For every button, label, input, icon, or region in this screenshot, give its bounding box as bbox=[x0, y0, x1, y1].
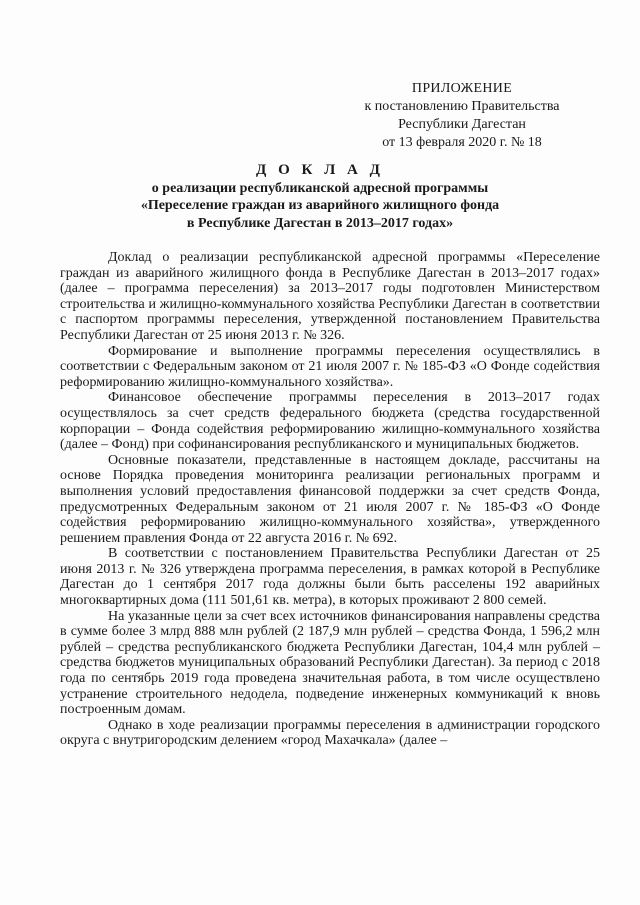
report-subtitle-line-2: «Переселение граждан из аварийного жилищного фонда bbox=[140, 198, 500, 213]
appendix-block bbox=[342, 80, 582, 152]
report-body bbox=[60, 250, 600, 749]
paragraph: Основные показатели, представленные в настоящем докладе, рассчитаны на основе Порядка проведения мониторинга реализации региональных программ и выполнения условий предоставления финансовой поддержки за счет средств Фонда, предусмотренных Федеральным законом от 21 июля 2007 г. № 185-ФЗ «О Фонде содействия реформированию жилищно-коммунального хозяйства», утвержденного решением правления Фонда от 22 августа 2016 г. № 692. bbox=[60, 452, 600, 546]
paragraph: В соответствии с постановлением Правительства Республики Дагестан от 25 июня 2013 г. № 326 утверждена программа переселения, в рамках которой в Республике Дагестан до 1 сентября 2017 года должны были быть расселены 192 аварийных многоквартирных дома (111 501,61 кв. метра), в которых проживают 2 800 семей. bbox=[60, 546, 600, 609]
appendix-line-3: от 13 февраля 2020 г. № 18 bbox=[382, 135, 542, 150]
report-heading: Д О К Л А Д bbox=[256, 162, 384, 178]
appendix-line-1: к постановлению Правительства bbox=[364, 99, 560, 114]
report-subtitle-line-3: в Республике Дагестан в 2013–2017 годах» bbox=[186, 215, 454, 231]
paragraph: Однако в ходе реализации программы переселения в администрации городского округа с внутригородским делением «город Махачкала» (далее – bbox=[60, 717, 600, 749]
paragraph: Формирование и выполнение программы переселения осуществлялись в соответствии с Федеральным законом от 21 июля 2007 г. № 185-ФЗ «О Фонде содействия реформированию жилищно-коммунального хозяйства». bbox=[60, 343, 600, 390]
appendix-title: ПРИЛОЖЕНИЕ bbox=[411, 81, 513, 96]
report-title-block bbox=[60, 162, 580, 232]
paragraph: На указанные цели за счет всех источников финансирования направлены средства в сумме более 3 млрд 888 млн рублей (2 187,9 млн рублей – средства Фонда, 1 596,2 млн рублей – средства республиканского бюджета Республики Дагестан, 104,4 млн рублей – средства бюджетов муниципальных образований Республики Дагестан). За период с 2018 года по сентябрь 2019 года проведена значительная работа, в том числе осуществлено устранение строительного недодела, подведение инженерных коммуникаций к вновь построенным домам. bbox=[60, 608, 600, 718]
paragraph: Финансовое обеспечение программы переселения в 2013–2017 годах осуществлялось за счет средств федерального бюджета (средства государственной корпорации – Фонда содействия реформированию жилищно-коммунального хозяйства (далее – Фонд) при софинансирования республиканского и муниципальных бюджетов. bbox=[60, 390, 600, 453]
paragraph: Доклад о реализации республиканской адресной программы «Переселение граждан из аварийного жилищного фонда в Республике Дагестан в 2013–2017 годах» (далее – программа переселения) за 2013–2017 годы подготовлен Министерством строительства и жилищно-коммунального хозяйства Республики Дагестан в соответствии с паспортом программы переселения, утвержденной постановлением Правительства Республики Дагестан от 25 июня 2013 г. № 326. bbox=[60, 250, 600, 343]
report-subtitle-line-1: о реализации республиканской адресной программы bbox=[151, 180, 489, 196]
appendix-line-2: Республики Дагестан bbox=[398, 117, 526, 132]
